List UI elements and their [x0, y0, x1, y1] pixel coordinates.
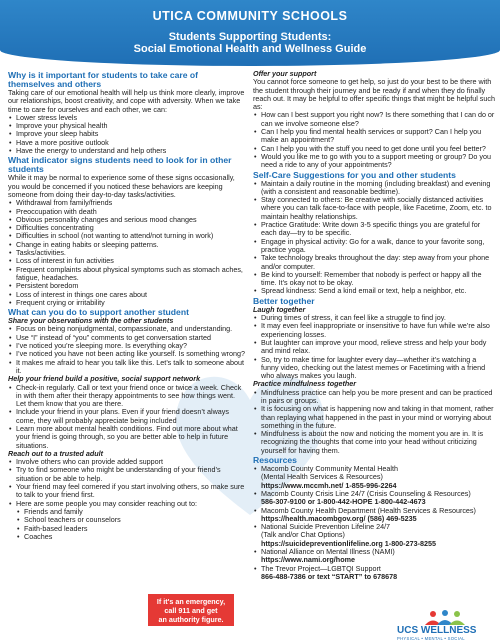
list-item: • Involve others who can provide added support — [8, 458, 246, 466]
resource-line1: • Macomb County Community Mental Health — [261, 464, 399, 474]
list-item: • Mindfulness is about the now and noticing the moment you are in. It is recognizing the thoughts that come into your head without criticizing yourself for having them. — [253, 430, 495, 455]
list-item: • Spread kindness: Send a kind email or text, help a neighbor, etc. — [253, 287, 495, 295]
signs-paragraph: While it may be normal to experience some of these signs occasionally, you would be concerned if you noticed these behaviors are keeping someone from doing their day-to-day tasks/activities. — [8, 173, 235, 199]
people-list — [8, 508, 246, 541]
list-item: • Take technology breaks throughout the day: step away from your phone and/or computer. — [253, 254, 495, 271]
why-heading: Why is it important for students to take care of themselves and others — [8, 70, 199, 89]
list-item: • Improve your physical health — [8, 122, 246, 130]
list-item: • Practice Gratitude: Write down 3-5 specific things you are grateful for each day—try to be specific. — [253, 221, 495, 238]
list-item: • Include your friend in your plans. Even if your friend doesn’t always come, they will probably appreciate being included — [8, 408, 246, 425]
list-item: • It may even feel inappropriate or insensitive to have fun while we’re also experiencing losses. — [253, 322, 495, 339]
selfcare-list — [253, 180, 495, 296]
list-item: • Friends and family — [8, 508, 246, 516]
list-item: • Have the energy to understand and help others — [8, 147, 246, 155]
resource-line2[interactable]: 586-307-9100 or 1-800-442-HOPE 1-800-442-4673 — [261, 497, 426, 507]
offer-section — [253, 70, 495, 170]
selfcare-heading: Self-Care Suggestions for you and other students — [253, 169, 456, 180]
list-item: • Maintain a daily routine in the morning (including breakfast) and evening (with a consistent and reasonable bedtime). — [253, 180, 495, 197]
emergency-line1: If it's an emergency, — [156, 597, 226, 606]
list-item: • How can I best support you right now? Is there something that I can do or can we involve someone else? — [253, 111, 495, 128]
network-heading: Help your friend build a positive, social support network — [8, 374, 201, 384]
resource-line1: • The Trevor Project—LGBTQI Support — [261, 563, 381, 573]
resource-line1: • National Alliance on Mental Illness (NAMI) — [261, 547, 395, 557]
better-together-section — [253, 297, 495, 455]
resource-line3[interactable]: https://suicidepreventionlifeline.org 1-800-273-8255 — [261, 538, 436, 548]
list-item: • Stay connected to others: Be creative with socially distanced activities where you can talk face-to-face with people, like Facetime, Zoom, etc. to maintain healthy relationships. — [253, 196, 495, 221]
list-item: • Use “I” instead of “you” comments to get conversation started — [8, 334, 246, 342]
list-item: • Your friend may feel cornered if you start involving others, so make sure to talk to your friend first. — [8, 483, 246, 500]
signs-heading: What indicator signs students need to look for in other students — [8, 155, 232, 175]
list-item: • Check-in regularly. Call or text your friend once or twice a week. Check in with them after their therapy appointments to see how things went. Let them know that you are there. — [8, 384, 246, 409]
resource-item — [253, 490, 495, 507]
list-item: • Preoccupation with death — [8, 208, 246, 216]
list-item: • Mindfulness practice can help you be more present and can be practiced in pairs or groups. — [253, 389, 495, 406]
school-name: UTICA COMMUNITY SCHOOLS — [152, 9, 348, 23]
list-item: • Can I help you find mental health services or support? Can I help you make an appointment? — [253, 128, 495, 145]
resources-heading: Resources — [253, 455, 297, 466]
list-item: • Lower stress levels — [8, 114, 246, 122]
observations-heading: Share your observations with the other students — [8, 316, 174, 326]
list-item: • Try to find someone who might be understanding of your friend’s situation or be able to help. — [8, 466, 246, 483]
list-item: • During times of stress, it can feel like a struggle to find joy. — [253, 314, 495, 322]
list-item: • Learn more about mental health conditions. Find out more about what your friend is going through, so you are better able to help in future situations. — [8, 425, 246, 450]
better-together-heading: Better together — [253, 295, 315, 306]
guide-title-line2: Social Emotional Health and Wellness Guide — [133, 43, 367, 55]
trusted-adult-list — [8, 458, 246, 508]
offer-heading: Offer your support — [253, 69, 317, 78]
trusted-adult-heading: Reach out to a trusted adult — [8, 448, 104, 458]
list-item: • Tasks/activities. — [8, 249, 246, 257]
resource-line2[interactable]: https://health.macombgov.org/ (586) 469-5235 — [261, 513, 417, 523]
right-column — [253, 70, 495, 581]
left-column — [8, 70, 246, 541]
support-heading: What can you do to support another student — [8, 307, 189, 318]
resource-line1: • National Suicide Prevention Lifeline 24/7 — [261, 522, 391, 532]
emergency-line3: an authority figure. — [158, 615, 224, 624]
list-item: • I’ve noticed you’re sleeping more. Is everything okay? — [8, 342, 246, 350]
ucs-wellness-logo — [395, 610, 495, 640]
list-item: • Frequent complaints about physical symptoms such as stomach aches, fatigue, headaches. — [8, 266, 246, 283]
resource-line2[interactable]: https://www.nami.org/home — [261, 555, 355, 565]
list-item: • Loss of interest in fun activities — [8, 257, 246, 265]
list-item: • Difficulties in school (not wanting to attend/not turning in work) — [8, 232, 246, 240]
list-item: • Here are some people you may consider reaching out to: — [8, 500, 246, 508]
list-item: • Frequent crying or irritability — [8, 299, 246, 307]
resource-item — [253, 565, 495, 582]
resources-list — [253, 465, 495, 581]
why-paragraph: Taking care of our emotional health will help us think more clearly, improve our relationships, boost creativity, and cope with adversity. When we take time to care for ourselves and each other, we can: — [8, 88, 245, 114]
list-item: • Withdrawal from family/friends — [8, 199, 246, 207]
mindfulness-list — [253, 389, 495, 455]
list-item: • Persistent boredom — [8, 282, 246, 290]
logo-subtext: PHYSICAL • MENTAL • SOCIAL — [397, 636, 465, 641]
resource-item — [253, 507, 495, 524]
emergency-line2: call 911 and get — [164, 606, 218, 615]
signs-list — [8, 199, 246, 307]
people-logo-icon — [395, 610, 495, 626]
offer-list — [253, 111, 495, 169]
list-item: • Would you like me to go with you to a support meeting or group? Do you need a ride to any of your appointments? — [253, 153, 495, 170]
mindfulness-heading: Practice mindfulness together — [253, 379, 357, 389]
signs-section — [8, 156, 246, 307]
resources-section — [253, 456, 495, 581]
list-item: • It is focusing on what is happening now and taking in that moment, rather than replaying what happened in the past in your mind or worrying about something in the future. — [253, 405, 495, 430]
list-item: • But laughter can improve your mood, relieve stress and help your body and mind relax. — [253, 339, 495, 356]
network-list — [8, 384, 246, 450]
resource-line1: • Macomb County Health Department (Health Services & Resources) — [261, 505, 476, 515]
support-section — [8, 308, 246, 541]
list-item: • School teachers or counselors — [8, 516, 246, 524]
list-item: • Be kind to yourself: Remember that nobody is perfect or happy all the time. It’s okay not to be okay. — [253, 271, 495, 288]
header-banner — [0, 0, 500, 66]
list-item: • I’ve noticed you have not been acting like yourself. Is something wrong? — [8, 350, 246, 358]
list-item: • Obvious personality changes and serious mood changes — [8, 216, 246, 224]
list-item: • Difficulties concentrating — [8, 224, 246, 232]
list-item: • Have a more positive outlook — [8, 139, 246, 147]
resource-line2[interactable]: 866-488-7386 or text “START” to 678678 — [261, 571, 398, 581]
why-list — [8, 114, 246, 155]
resource-line2[interactable]: (Mental Health Services & Resources) — [261, 472, 383, 482]
resource-line2[interactable]: (Talk and/or Chat Options) — [261, 530, 345, 540]
list-item: • Engage in physical activity: Go for a walk, dance to your favorite song, practice yoga. — [253, 238, 495, 255]
offer-paragraph: You cannot force someone to get help, so just do your best to be there with the student through their journey and be ready if and when they do finally reach out. It may be helpful to offer specific things that might be helpful such as: — [253, 77, 495, 112]
resource-item — [253, 465, 495, 490]
list-item: • Faith-based leaders — [8, 525, 246, 533]
list-item: • Coaches — [8, 533, 246, 541]
list-item: • Loss of interest in things one cares about — [8, 291, 246, 299]
resource-line1: • Macomb County Crisis Line 24/7 (Crisis Counseling & Resources) — [261, 488, 471, 498]
resource-line3[interactable]: https://www.mccmh.net/ 1-855-996-2264 — [261, 480, 397, 490]
list-item: • Change in eating habits or sleeping patterns. — [8, 241, 246, 249]
why-section — [8, 71, 246, 155]
list-item: • Can I help you with the stuff you need to get done until you feel better? — [253, 145, 495, 153]
list-item: • So, try to make time for laughter every day—whether it’s watching a funny video, checking out the latest memes or Facetiming with a friend who always makes you laugh. — [253, 356, 495, 381]
list-item: • Improve your sleep habits — [8, 130, 246, 138]
selfcare-section — [253, 171, 495, 296]
logo-text: UCS WELLNESS — [397, 625, 477, 636]
guide-title — [0, 31, 500, 55]
resource-item — [253, 523, 495, 548]
laugh-list — [253, 314, 495, 380]
observations-list — [8, 325, 246, 375]
emergency-box — [148, 594, 234, 626]
list-item: • Focus on being nonjudgmental, compassionate, and understanding. — [8, 325, 246, 333]
list-item: • It makes me afraid to hear you talk like this. Let’s talk to someone about it. — [8, 359, 246, 376]
guide-title-line1: Students Supporting Students: — [168, 31, 332, 43]
laugh-heading: Laugh together — [253, 304, 306, 314]
resource-item — [253, 548, 495, 565]
